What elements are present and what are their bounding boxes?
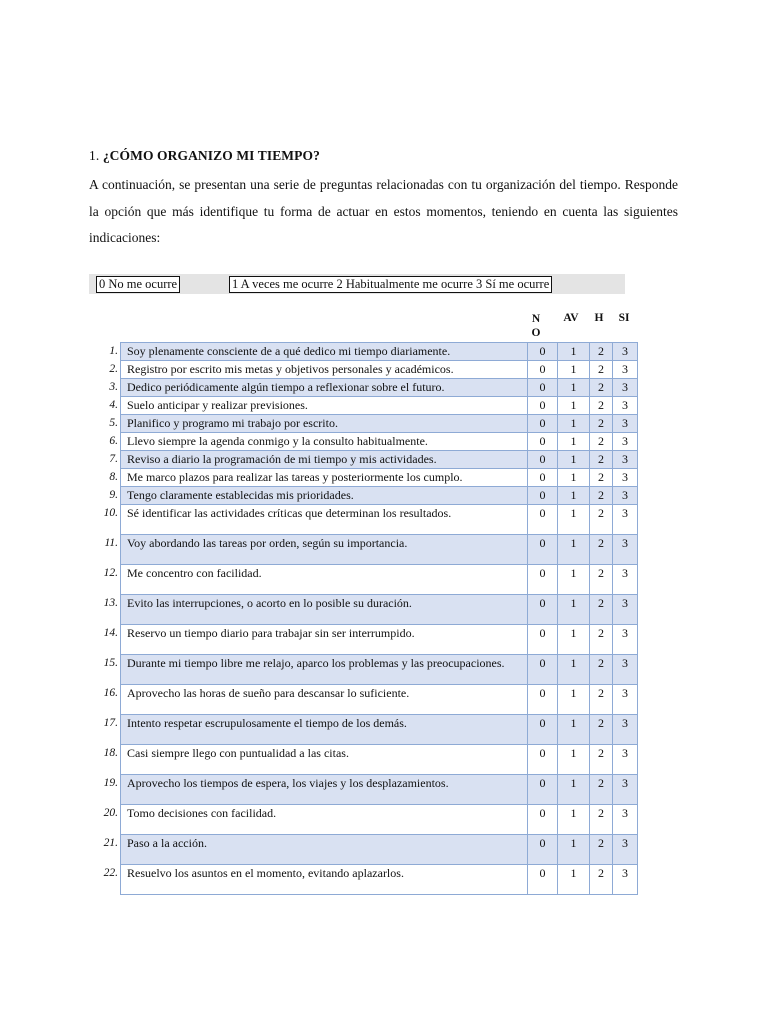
question-row xyxy=(89,397,638,415)
question-text: Reservo un tiempo diario para trabajar sin ser interrumpido. xyxy=(121,625,528,655)
score-h-cell[interactable]: 2 xyxy=(590,715,613,745)
score-h-cell[interactable]: 2 xyxy=(590,805,613,835)
score-h-cell[interactable]: 2 xyxy=(590,469,613,487)
score-av-cell[interactable]: 1 xyxy=(558,595,590,625)
column-header-si: SI xyxy=(618,312,630,324)
score-h-cell[interactable]: 2 xyxy=(590,451,613,469)
question-text: Tengo claramente establecidas mis prioridades. xyxy=(121,487,528,505)
score-si-cell[interactable]: 3 xyxy=(613,775,638,805)
score-h-cell[interactable]: 2 xyxy=(590,685,613,715)
score-av-cell[interactable]: 1 xyxy=(558,343,590,361)
question-number: 19. xyxy=(89,775,121,805)
question-number: 5. xyxy=(89,415,121,433)
question-text: Resuelvo los asuntos en el momento, evitando aplazarlos. xyxy=(121,865,528,895)
score-si-cell[interactable]: 3 xyxy=(613,625,638,655)
score-av-cell[interactable]: 1 xyxy=(558,535,590,565)
score-si-cell[interactable]: 3 xyxy=(613,655,638,685)
question-row xyxy=(89,745,638,775)
question-row xyxy=(89,655,638,685)
score-h-cell[interactable]: 2 xyxy=(590,535,613,565)
question-text: Paso a la acción. xyxy=(121,835,528,865)
question-number: 21. xyxy=(89,835,121,865)
score-no-cell[interactable]: 0 xyxy=(528,775,558,805)
score-h-cell[interactable]: 2 xyxy=(590,379,613,397)
question-row xyxy=(89,379,638,397)
question-text: Soy plenamente consciente de a qué dedico mi tiempo diariamente. xyxy=(121,343,528,361)
score-av-cell[interactable]: 1 xyxy=(558,505,590,535)
score-si-cell[interactable]: 3 xyxy=(613,487,638,505)
question-number: 16. xyxy=(89,685,121,715)
column-header-h: H xyxy=(594,312,604,324)
score-av-cell[interactable]: 1 xyxy=(558,655,590,685)
question-row xyxy=(89,343,638,361)
score-av-cell[interactable]: 1 xyxy=(558,469,590,487)
score-si-cell[interactable]: 3 xyxy=(613,565,638,595)
score-si-cell[interactable]: 3 xyxy=(613,469,638,487)
score-h-cell[interactable]: 2 xyxy=(590,343,613,361)
score-h-cell[interactable]: 2 xyxy=(590,655,613,685)
score-av-cell[interactable]: 1 xyxy=(558,865,590,895)
score-si-cell[interactable]: 3 xyxy=(613,745,638,775)
question-number: 9. xyxy=(89,487,121,505)
score-h-cell[interactable]: 2 xyxy=(590,397,613,415)
question-row xyxy=(89,469,638,487)
score-si-cell[interactable]: 3 xyxy=(613,835,638,865)
question-text: Evito las interrupciones, o acorto en lo posible su duración. xyxy=(121,595,528,625)
question-text: Me concentro con facilidad. xyxy=(121,565,528,595)
question-number: 6. xyxy=(89,433,121,451)
answer-legend xyxy=(89,274,625,294)
score-si-cell[interactable]: 3 xyxy=(613,505,638,535)
score-h-cell[interactable]: 2 xyxy=(590,487,613,505)
score-si-cell[interactable]: 3 xyxy=(613,379,638,397)
legend-options-1-3: 1 A veces me ocurre 2 Habitualmente me ocurre 3 Sí me ocurre xyxy=(229,276,552,293)
score-si-cell[interactable]: 3 xyxy=(613,535,638,565)
score-si-cell[interactable]: 3 xyxy=(613,865,638,895)
question-number: 7. xyxy=(89,451,121,469)
score-av-cell[interactable]: 1 xyxy=(558,379,590,397)
score-si-cell[interactable]: 3 xyxy=(613,805,638,835)
score-no-cell[interactable]: 0 xyxy=(528,451,558,469)
score-no-cell[interactable]: 0 xyxy=(528,595,558,625)
score-h-cell[interactable]: 2 xyxy=(590,835,613,865)
question-text: Reviso a diario la programación de mi tiempo y mis actividades. xyxy=(121,451,528,469)
score-si-cell[interactable]: 3 xyxy=(613,433,638,451)
question-number: 18. xyxy=(89,745,121,775)
question-number: 2. xyxy=(89,361,121,379)
score-no-cell[interactable]: 0 xyxy=(528,469,558,487)
score-av-cell[interactable]: 1 xyxy=(558,625,590,655)
question-number: 15. xyxy=(89,655,121,685)
score-no-cell[interactable]: 0 xyxy=(528,487,558,505)
question-row xyxy=(89,535,638,565)
score-no-cell[interactable]: 0 xyxy=(528,655,558,685)
score-si-cell[interactable]: 3 xyxy=(613,361,638,379)
question-row xyxy=(89,415,638,433)
score-no-cell[interactable]: 0 xyxy=(528,361,558,379)
score-av-cell[interactable]: 1 xyxy=(558,487,590,505)
score-si-cell[interactable]: 3 xyxy=(613,685,638,715)
question-number: 17. xyxy=(89,715,121,745)
score-no-cell[interactable]: 0 xyxy=(528,745,558,775)
question-row xyxy=(89,715,638,745)
question-text: Llevo siempre la agenda conmigo y la consulto habitualmente. xyxy=(121,433,528,451)
question-row xyxy=(89,805,638,835)
score-no-cell[interactable]: 0 xyxy=(528,685,558,715)
score-no-cell[interactable]: 0 xyxy=(528,715,558,745)
score-no-cell[interactable]: 0 xyxy=(528,835,558,865)
score-no-cell[interactable]: 0 xyxy=(528,805,558,835)
score-si-cell[interactable]: 3 xyxy=(613,415,638,433)
question-number: 4. xyxy=(89,397,121,415)
questionnaire-table xyxy=(89,342,638,895)
question-number: 13. xyxy=(89,595,121,625)
score-av-cell[interactable]: 1 xyxy=(558,775,590,805)
score-av-cell[interactable]: 1 xyxy=(558,715,590,745)
section-number: 1. xyxy=(89,148,100,163)
score-av-cell[interactable]: 1 xyxy=(558,565,590,595)
question-number: 10. xyxy=(89,505,121,535)
question-row xyxy=(89,361,638,379)
score-no-cell[interactable]: 0 xyxy=(528,865,558,895)
score-si-cell[interactable]: 3 xyxy=(613,595,638,625)
question-number: 20. xyxy=(89,805,121,835)
score-h-cell[interactable]: 2 xyxy=(590,595,613,625)
question-row xyxy=(89,505,638,535)
question-row xyxy=(89,625,638,655)
score-h-cell[interactable]: 2 xyxy=(590,625,613,655)
score-no-cell[interactable]: 0 xyxy=(528,625,558,655)
score-av-cell[interactable]: 1 xyxy=(558,835,590,865)
question-text: Aprovecho los tiempos de espera, los viajes y los desplazamientos. xyxy=(121,775,528,805)
question-text: Planifico y programo mi trabajo por escrito. xyxy=(121,415,528,433)
score-av-cell[interactable]: 1 xyxy=(558,397,590,415)
question-number: 1. xyxy=(89,343,121,361)
question-row xyxy=(89,451,638,469)
section-title: ¿CÓMO ORGANIZO MI TIEMPO? xyxy=(102,148,320,163)
score-av-cell[interactable]: 1 xyxy=(558,745,590,775)
question-text: Casi siempre llego con puntualidad a las citas. xyxy=(121,745,528,775)
question-row xyxy=(89,685,638,715)
question-number: 3. xyxy=(89,379,121,397)
score-h-cell[interactable]: 2 xyxy=(590,361,613,379)
score-av-cell[interactable]: 1 xyxy=(558,361,590,379)
question-number: 22. xyxy=(89,865,121,895)
score-no-cell[interactable]: 0 xyxy=(528,397,558,415)
question-number: 12. xyxy=(89,565,121,595)
score-no-cell[interactable]: 0 xyxy=(528,379,558,397)
score-av-cell[interactable]: 1 xyxy=(558,451,590,469)
score-h-cell[interactable]: 2 xyxy=(590,433,613,451)
question-text: Voy abordando las tareas por orden, según su importancia. xyxy=(121,535,528,565)
question-number: 11. xyxy=(89,535,121,565)
legend-option-0: 0 No me ocurre xyxy=(96,276,180,293)
column-header-no: N O xyxy=(531,313,541,339)
question-row xyxy=(89,595,638,625)
question-row xyxy=(89,433,638,451)
score-av-cell[interactable]: 1 xyxy=(558,433,590,451)
question-text: Dedico periódicamente algún tiempo a reflexionar sobre el futuro. xyxy=(121,379,528,397)
score-h-cell[interactable]: 2 xyxy=(590,865,613,895)
question-row xyxy=(89,775,638,805)
question-number: 8. xyxy=(89,469,121,487)
question-row xyxy=(89,835,638,865)
score-h-cell[interactable]: 2 xyxy=(590,775,613,805)
score-no-cell[interactable]: 0 xyxy=(528,565,558,595)
score-no-cell[interactable]: 0 xyxy=(528,415,558,433)
score-av-cell[interactable]: 1 xyxy=(558,415,590,433)
score-h-cell[interactable]: 2 xyxy=(590,745,613,775)
score-h-cell[interactable]: 2 xyxy=(590,505,613,535)
question-number: 14. xyxy=(89,625,121,655)
question-row xyxy=(89,565,638,595)
score-no-cell[interactable]: 0 xyxy=(528,505,558,535)
question-text: Suelo anticipar y realizar previsiones. xyxy=(121,397,528,415)
score-av-cell[interactable]: 1 xyxy=(558,805,590,835)
score-av-cell[interactable]: 1 xyxy=(558,685,590,715)
column-header-av: AV xyxy=(563,312,579,324)
score-h-cell[interactable]: 2 xyxy=(590,565,613,595)
question-text: Registro por escrito mis metas y objetivos personales y académicos. xyxy=(121,361,528,379)
question-text: Intento respetar escrupulosamente el tiempo de los demás. xyxy=(121,715,528,745)
score-no-cell[interactable]: 0 xyxy=(528,433,558,451)
score-no-cell[interactable]: 0 xyxy=(528,343,558,361)
score-si-cell[interactable]: 3 xyxy=(613,451,638,469)
question-text: Aprovecho las horas de sueño para descansar lo suficiente. xyxy=(121,685,528,715)
question-text: Durante mi tiempo libre me relajo, aparco los problemas y las preocupaciones. xyxy=(121,655,528,685)
question-row xyxy=(89,865,638,895)
question-text: Tomo decisiones con facilidad. xyxy=(121,805,528,835)
score-si-cell[interactable]: 3 xyxy=(613,715,638,745)
score-h-cell[interactable]: 2 xyxy=(590,415,613,433)
score-si-cell[interactable]: 3 xyxy=(613,343,638,361)
question-text: Sé identificar las actividades críticas que determinan los resultados. xyxy=(121,505,528,535)
intro-paragraph: A continuación, se presentan una serie de preguntas relacionadas con tu organización del tiempo. Responde la opción que más identifique tu forma de actuar en estos momentos, teniendo en cuenta las siguientes indicaciones: xyxy=(89,177,678,245)
question-row xyxy=(89,487,638,505)
score-si-cell[interactable]: 3 xyxy=(613,397,638,415)
question-text: Me marco plazos para realizar las tareas y posteriormente los cumplo. xyxy=(121,469,528,487)
score-no-cell[interactable]: 0 xyxy=(528,535,558,565)
section-heading xyxy=(89,148,320,164)
